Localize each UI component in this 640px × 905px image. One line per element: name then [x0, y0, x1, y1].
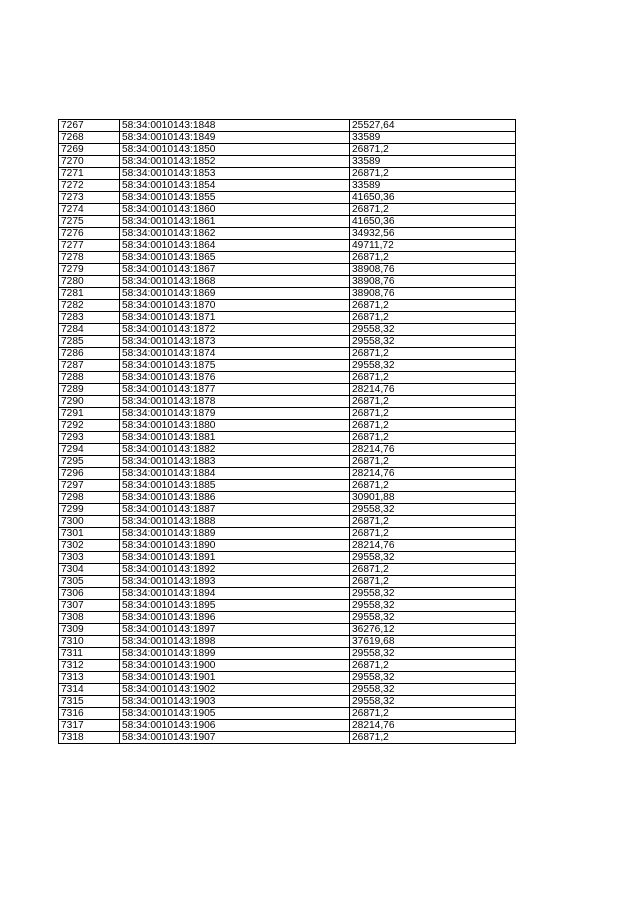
row-number-cell: 7293: [59, 432, 120, 444]
row-number-cell: 7275: [59, 216, 120, 228]
value-cell: 33589: [350, 156, 516, 168]
table-row: [59, 576, 516, 588]
row-number-cell: 7278: [59, 252, 120, 264]
cadastral-number-cell: 58:34:0010143:1853: [120, 168, 350, 180]
row-number-cell: 7286: [59, 348, 120, 360]
row-number-cell: 7272: [59, 180, 120, 192]
cadastral-number-cell: 58:34:0010143:1875: [120, 360, 350, 372]
value-cell: 26871,2: [350, 528, 516, 540]
table-row: [59, 624, 516, 636]
row-number-cell: 7283: [59, 312, 120, 324]
value-cell: 30901,88: [350, 492, 516, 504]
value-cell: 29558,32: [350, 696, 516, 708]
cadastral-number-cell: 58:34:0010143:1901: [120, 672, 350, 684]
cadastral-number-cell: 58:34:0010143:1888: [120, 516, 350, 528]
row-number-cell: 7269: [59, 144, 120, 156]
value-cell: 29558,32: [350, 336, 516, 348]
cadastral-number-cell: 58:34:0010143:1902: [120, 684, 350, 696]
value-cell: 28214,76: [350, 720, 516, 732]
row-number-cell: 7273: [59, 192, 120, 204]
table-row: [59, 684, 516, 696]
value-cell: 28214,76: [350, 444, 516, 456]
value-cell: 34932,56: [350, 228, 516, 240]
value-cell: 28214,76: [350, 540, 516, 552]
row-number-cell: 7301: [59, 528, 120, 540]
table-row: [59, 480, 516, 492]
table-row: [59, 552, 516, 564]
value-cell: 29558,32: [350, 600, 516, 612]
row-number-cell: 7292: [59, 420, 120, 432]
cadastral-number-cell: 58:34:0010143:1867: [120, 264, 350, 276]
cadastral-number-cell: 58:34:0010143:1906: [120, 720, 350, 732]
row-number-cell: 7318: [59, 732, 120, 744]
cadastral-number-cell: 58:34:0010143:1896: [120, 612, 350, 624]
value-cell: 28214,76: [350, 384, 516, 396]
value-cell: 26871,2: [350, 480, 516, 492]
cadastral-number-cell: 58:34:0010143:1884: [120, 468, 350, 480]
value-cell: 26871,2: [350, 408, 516, 420]
row-number-cell: 7287: [59, 360, 120, 372]
row-number-cell: 7290: [59, 396, 120, 408]
row-number-cell: 7298: [59, 492, 120, 504]
value-cell: 29558,32: [350, 612, 516, 624]
value-cell: 26871,2: [350, 312, 516, 324]
row-number-cell: 7315: [59, 696, 120, 708]
row-number-cell: 7310: [59, 636, 120, 648]
value-cell: 26871,2: [350, 300, 516, 312]
row-number-cell: 7306: [59, 588, 120, 600]
value-cell: 25527,64: [350, 120, 516, 132]
cadastral-number-cell: 58:34:0010143:1894: [120, 588, 350, 600]
table-row: [59, 120, 516, 132]
table-row: [59, 444, 516, 456]
value-cell: 41650,36: [350, 216, 516, 228]
value-cell: 26871,2: [350, 432, 516, 444]
row-number-cell: 7268: [59, 132, 120, 144]
table-body: [59, 120, 516, 744]
value-cell: 41650,36: [350, 192, 516, 204]
table-row: [59, 588, 516, 600]
table-row: [59, 144, 516, 156]
value-cell: 37619,68: [350, 636, 516, 648]
table-row: [59, 240, 516, 252]
table-row: [59, 432, 516, 444]
row-number-cell: 7289: [59, 384, 120, 396]
cadastral-number-cell: 58:34:0010143:1852: [120, 156, 350, 168]
table-row: [59, 660, 516, 672]
row-number-cell: 7294: [59, 444, 120, 456]
table-row: [59, 372, 516, 384]
value-cell: 26871,2: [350, 516, 516, 528]
cadastral-number-cell: 58:34:0010143:1882: [120, 444, 350, 456]
value-cell: 29558,32: [350, 324, 516, 336]
cadastral-number-cell: 58:34:0010143:1907: [120, 732, 350, 744]
cadastral-number-cell: 58:34:0010143:1880: [120, 420, 350, 432]
row-number-cell: 7299: [59, 504, 120, 516]
table-row: [59, 504, 516, 516]
value-cell: 38908,76: [350, 288, 516, 300]
cadastral-number-cell: 58:34:0010143:1879: [120, 408, 350, 420]
cadastral-number-cell: 58:34:0010143:1850: [120, 144, 350, 156]
cadastral-value-table: [58, 119, 516, 744]
table-row: [59, 348, 516, 360]
table-row: [59, 408, 516, 420]
table-row: [59, 336, 516, 348]
table-row: [59, 456, 516, 468]
row-number-cell: 7296: [59, 468, 120, 480]
cadastral-number-cell: 58:34:0010143:1890: [120, 540, 350, 552]
cadastral-number-cell: 58:34:0010143:1887: [120, 504, 350, 516]
table-row: [59, 564, 516, 576]
value-cell: 26871,2: [350, 420, 516, 432]
cadastral-number-cell: 58:34:0010143:1874: [120, 348, 350, 360]
row-number-cell: 7307: [59, 600, 120, 612]
table-row: [59, 612, 516, 624]
table-row: [59, 204, 516, 216]
table-row: [59, 396, 516, 408]
table-row: [59, 192, 516, 204]
row-number-cell: 7314: [59, 684, 120, 696]
table-row: [59, 468, 516, 480]
value-cell: 26871,2: [350, 564, 516, 576]
cadastral-number-cell: 58:34:0010143:1903: [120, 696, 350, 708]
value-cell: 28214,76: [350, 468, 516, 480]
cadastral-number-cell: 58:34:0010143:1848: [120, 120, 350, 132]
row-number-cell: 7277: [59, 240, 120, 252]
value-cell: 29558,32: [350, 360, 516, 372]
value-cell: 26871,2: [350, 732, 516, 744]
cadastral-number-cell: 58:34:0010143:1895: [120, 600, 350, 612]
value-cell: 29558,32: [350, 672, 516, 684]
row-number-cell: 7303: [59, 552, 120, 564]
table-row: [59, 288, 516, 300]
value-cell: 26871,2: [350, 708, 516, 720]
row-number-cell: 7291: [59, 408, 120, 420]
value-cell: 26871,2: [350, 456, 516, 468]
value-cell: 33589: [350, 180, 516, 192]
value-cell: 29558,32: [350, 552, 516, 564]
cadastral-number-cell: 58:34:0010143:1872: [120, 324, 350, 336]
row-number-cell: 7279: [59, 264, 120, 276]
cadastral-number-cell: 58:34:0010143:1862: [120, 228, 350, 240]
table-row: [59, 132, 516, 144]
row-number-cell: 7295: [59, 456, 120, 468]
table-row: [59, 360, 516, 372]
cadastral-number-cell: 58:34:0010143:1865: [120, 252, 350, 264]
cadastral-number-cell: 58:34:0010143:1855: [120, 192, 350, 204]
value-cell: 29558,32: [350, 588, 516, 600]
table-row: [59, 516, 516, 528]
row-number-cell: 7282: [59, 300, 120, 312]
table-row: [59, 252, 516, 264]
cadastral-number-cell: 58:34:0010143:1893: [120, 576, 350, 588]
row-number-cell: 7312: [59, 660, 120, 672]
value-cell: 26871,2: [350, 396, 516, 408]
cadastral-number-cell: 58:34:0010143:1881: [120, 432, 350, 444]
cadastral-number-cell: 58:34:0010143:1876: [120, 372, 350, 384]
row-number-cell: 7271: [59, 168, 120, 180]
row-number-cell: 7281: [59, 288, 120, 300]
row-number-cell: 7302: [59, 540, 120, 552]
cadastral-number-cell: 58:34:0010143:1892: [120, 564, 350, 576]
row-number-cell: 7309: [59, 624, 120, 636]
table-row: [59, 636, 516, 648]
row-number-cell: 7267: [59, 120, 120, 132]
cadastral-number-cell: 58:34:0010143:1864: [120, 240, 350, 252]
table-row: [59, 168, 516, 180]
cadastral-number-cell: 58:34:0010143:1870: [120, 300, 350, 312]
table-row: [59, 732, 516, 744]
value-cell: 26871,2: [350, 252, 516, 264]
row-number-cell: 7305: [59, 576, 120, 588]
cadastral-number-cell: 58:34:0010143:1854: [120, 180, 350, 192]
cadastral-number-cell: 58:34:0010143:1885: [120, 480, 350, 492]
cadastral-number-cell: 58:34:0010143:1883: [120, 456, 350, 468]
table-row: [59, 300, 516, 312]
cadastral-number-cell: 58:34:0010143:1868: [120, 276, 350, 288]
row-number-cell: 7276: [59, 228, 120, 240]
row-number-cell: 7308: [59, 612, 120, 624]
table-row: [59, 228, 516, 240]
row-number-cell: 7317: [59, 720, 120, 732]
value-cell: 38908,76: [350, 276, 516, 288]
table-row: [59, 156, 516, 168]
value-cell: 26871,2: [350, 660, 516, 672]
table-row: [59, 648, 516, 660]
value-cell: 49711,72: [350, 240, 516, 252]
row-number-cell: 7316: [59, 708, 120, 720]
table-row: [59, 696, 516, 708]
cadastral-number-cell: 58:34:0010143:1878: [120, 396, 350, 408]
cadastral-number-cell: 58:34:0010143:1877: [120, 384, 350, 396]
table-row: [59, 384, 516, 396]
cadastral-number-cell: 58:34:0010143:1869: [120, 288, 350, 300]
row-number-cell: 7284: [59, 324, 120, 336]
row-number-cell: 7300: [59, 516, 120, 528]
value-cell: 33589: [350, 132, 516, 144]
table-row: [59, 600, 516, 612]
table-row: [59, 276, 516, 288]
cadastral-number-cell: 58:34:0010143:1861: [120, 216, 350, 228]
cadastral-number-cell: 58:34:0010143:1860: [120, 204, 350, 216]
cadastral-number-cell: 58:34:0010143:1900: [120, 660, 350, 672]
cadastral-number-cell: 58:34:0010143:1871: [120, 312, 350, 324]
row-number-cell: 7280: [59, 276, 120, 288]
value-cell: 26871,2: [350, 348, 516, 360]
value-cell: 29558,32: [350, 684, 516, 696]
table-row: [59, 324, 516, 336]
row-number-cell: 7313: [59, 672, 120, 684]
cadastral-number-cell: 58:34:0010143:1891: [120, 552, 350, 564]
cadastral-number-cell: 58:34:0010143:1886: [120, 492, 350, 504]
table-row: [59, 420, 516, 432]
table-row: [59, 492, 516, 504]
value-cell: 26871,2: [350, 372, 516, 384]
value-cell: 29558,32: [350, 648, 516, 660]
value-cell: 26871,2: [350, 204, 516, 216]
row-number-cell: 7311: [59, 648, 120, 660]
row-number-cell: 7285: [59, 336, 120, 348]
value-cell: 36276,12: [350, 624, 516, 636]
cadastral-number-cell: 58:34:0010143:1897: [120, 624, 350, 636]
table-row: [59, 672, 516, 684]
cadastral-number-cell: 58:34:0010143:1889: [120, 528, 350, 540]
table-row: [59, 264, 516, 276]
value-cell: 29558,32: [350, 504, 516, 516]
row-number-cell: 7274: [59, 204, 120, 216]
row-number-cell: 7297: [59, 480, 120, 492]
table-row: [59, 312, 516, 324]
cadastral-number-cell: 58:34:0010143:1905: [120, 708, 350, 720]
value-cell: 26871,2: [350, 576, 516, 588]
table-row: [59, 528, 516, 540]
table-row: [59, 216, 516, 228]
row-number-cell: 7304: [59, 564, 120, 576]
row-number-cell: 7270: [59, 156, 120, 168]
value-cell: 26871,2: [350, 168, 516, 180]
table-row: [59, 180, 516, 192]
table-row: [59, 720, 516, 732]
cadastral-number-cell: 58:34:0010143:1873: [120, 336, 350, 348]
row-number-cell: 7288: [59, 372, 120, 384]
table-row: [59, 540, 516, 552]
cadastral-number-cell: 58:34:0010143:1849: [120, 132, 350, 144]
table-row: [59, 708, 516, 720]
value-cell: 26871,2: [350, 144, 516, 156]
cadastral-number-cell: 58:34:0010143:1899: [120, 648, 350, 660]
value-cell: 38908,76: [350, 264, 516, 276]
cadastral-number-cell: 58:34:0010143:1898: [120, 636, 350, 648]
